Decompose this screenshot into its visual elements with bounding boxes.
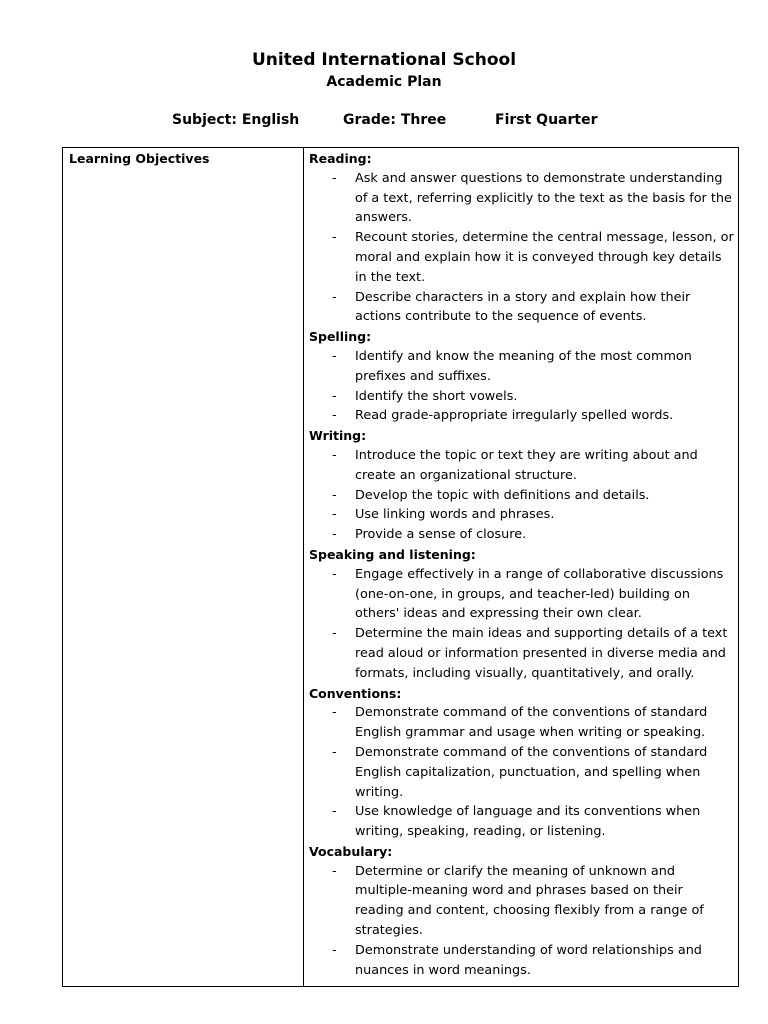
objective-list [309, 347, 734, 426]
list-item: - Demonstrate command of the conventions of standard English grammar and usage when writing or speaking. [309, 703, 734, 743]
list-item: - Identify and know the meaning of the most common prefixes and suffixes. [309, 347, 734, 387]
section-heading: Reading: [309, 151, 372, 166]
objective-list [309, 703, 734, 842]
section-spelling [309, 327, 734, 426]
list-item: - Develop the topic with definitions and details. [309, 486, 734, 506]
objective-list [309, 565, 734, 684]
list-item: - Introduce the topic or text they are writing about and create an organizational structure. [309, 446, 734, 486]
learning-objectives-label: Learning Objectives [63, 148, 304, 987]
list-item: - Provide a sense of closure. [309, 525, 734, 545]
list-item: - Recount stories, determine the central message, lesson, or moral and explain how it is conveyed through key details in the text. [309, 228, 734, 287]
list-item: - Use linking words and phrases. [309, 505, 734, 525]
document-title: United International School [251, 50, 517, 70]
list-item: - Identify the short vowels. [309, 387, 734, 407]
document-subtitle: Academic Plan [326, 74, 442, 90]
section-heading: Speaking and listening: [309, 546, 476, 562]
grade-label: Grade: Three [343, 112, 447, 128]
section-heading: Spelling: [309, 329, 372, 345]
objectives-cell [304, 148, 739, 987]
plan-table [62, 147, 739, 987]
subject-label: Subject: English [172, 112, 300, 128]
objective-list [309, 862, 734, 981]
section-reading [309, 149, 734, 327]
list-item: - Use knowledge of language and its conventions when writing, speaking, reading, or listening. [309, 802, 734, 842]
section-heading: Writing: [309, 428, 367, 444]
list-item: - Determine the main ideas and supporting details of a text read aloud or information presented in diverse media and formats, including visually, quantitatively, and orally. [309, 624, 734, 683]
quarter-label: First Quarter [495, 112, 598, 128]
section-conventions [309, 684, 734, 842]
list-item: - Engage effectively in a range of collaborative discussions (one-on-one, in groups, and teacher-led) building on others' ideas and expressing their own clear. [309, 565, 734, 624]
list-item: - Read grade-appropriate irregularly spelled words. [309, 406, 734, 426]
objective-list [309, 446, 734, 545]
objective-list [309, 169, 734, 327]
list-item: - Determine or clarify the meaning of unknown and multiple-meaning word and phrases based on their reading and content, choosing flexibly from a range of strategies. [309, 862, 734, 941]
list-item: - Demonstrate understanding of word relationships and nuances in word meanings. [309, 941, 734, 981]
section-vocabulary [309, 842, 734, 981]
section-heading: Vocabulary: [309, 843, 393, 859]
section-heading: Conventions: [309, 685, 402, 701]
list-item: - Ask and answer questions to demonstrate understanding of a text, referring explicitly to the text as the basis for the answers. [309, 169, 734, 228]
list-item: - Describe characters in a story and explain how their actions contribute to the sequence of events. [309, 288, 734, 328]
table-row [63, 148, 739, 987]
section-writing [309, 426, 734, 545]
section-speaking-listening [309, 545, 734, 684]
list-item: - Demonstrate command of the conventions of standard English capitalization, punctuation, and spelling when writing. [309, 743, 734, 802]
